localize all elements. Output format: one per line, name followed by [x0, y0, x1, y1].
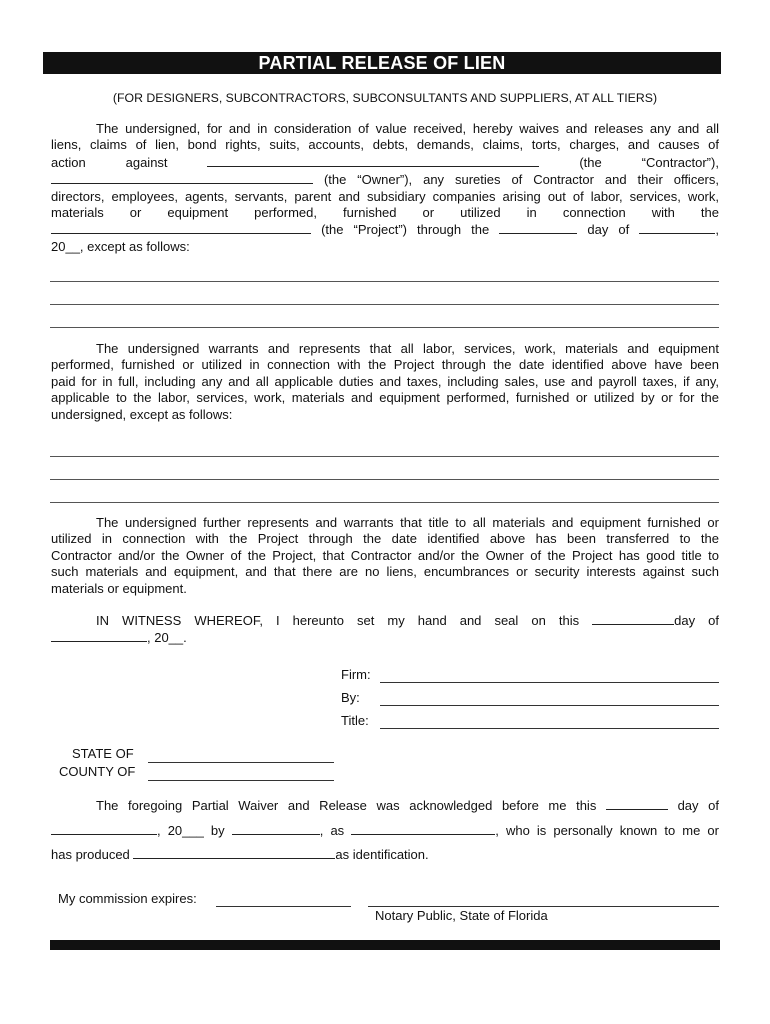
p1-line-2: liens, claims of lien, bond rights, suits, accounts, debts, demands, claims, torts, charges, and causes of: [51, 137, 719, 153]
title-label: Title:: [341, 713, 369, 728]
ack-month-blank[interactable]: [51, 822, 157, 835]
p2-line-4: applicable to the labor, services, work, materials and equipment performed, furnished or utilized by or for the: [51, 390, 719, 406]
county-label: COUNTY OF: [59, 764, 136, 779]
ack-identification: as identification.: [335, 847, 429, 862]
bottom-bar: [50, 940, 720, 950]
p1-contractor: “Contractor”),: [641, 154, 719, 170]
ack-produced: has produced: [51, 847, 130, 862]
by-label: By:: [341, 690, 360, 705]
witness-paragraph: [51, 612, 719, 647]
notary-signature-field[interactable]: [368, 906, 719, 907]
exception-line-3[interactable]: [50, 327, 719, 328]
witness-month-blank[interactable]: [51, 629, 147, 642]
exception-line-6[interactable]: [50, 502, 719, 503]
warranty-paragraph: [51, 341, 719, 423]
ack-person-blank[interactable]: [232, 822, 320, 835]
p1-line-8: 20__, except as follows:: [51, 238, 190, 254]
firm-label: Firm:: [341, 667, 371, 682]
firm-field[interactable]: [380, 682, 719, 683]
exception-line-5[interactable]: [50, 479, 719, 480]
identification-blank[interactable]: [133, 846, 335, 859]
exception-line-1[interactable]: [50, 281, 719, 282]
commission-label: My commission expires:: [58, 891, 197, 906]
p3-line-5: materials or equipment.: [51, 580, 187, 596]
witness-day-blank[interactable]: [592, 612, 674, 625]
p1-the: (the: [579, 154, 602, 170]
p2-line-1: The undersigned warrants and represents that all labor, services, work, materials and equipment: [96, 341, 719, 356]
ack-capacity-blank[interactable]: [351, 822, 495, 835]
exception-line-2[interactable]: [50, 304, 719, 305]
p1-action: action: [51, 154, 86, 170]
ack-year-by: , 20___ by: [157, 822, 225, 838]
ack-day-of: day of: [677, 798, 719, 813]
p2-line-5: undersigned, except as follows:: [51, 406, 233, 422]
title-paragraph: [51, 515, 719, 597]
through-month-blank[interactable]: [639, 221, 715, 234]
notary-label: Notary Public, State of Florida: [375, 908, 548, 923]
ack-known: , who is personally known to me or: [495, 822, 719, 838]
state-field[interactable]: [148, 762, 334, 763]
witness-year: , 20__.: [147, 630, 187, 646]
ack-as: , as: [319, 822, 345, 838]
acknowledgment-paragraph: [51, 794, 719, 868]
title-field[interactable]: [380, 728, 719, 729]
owner-name-blank[interactable]: [51, 171, 313, 184]
p1-comma: ,: [715, 222, 719, 238]
p2-line-2: performed, furnished or utilized in connection with the Project through the date identified above have been: [51, 357, 719, 373]
p1-line-6: materials or equipment performed, furnished or utilized in connection with the: [51, 205, 719, 221]
p1-project: (the “Project”) through the: [321, 222, 490, 238]
county-field[interactable]: [148, 780, 334, 781]
ack-day-blank[interactable]: [606, 797, 668, 810]
p1-line-1: The undersigned, for and in consideration of value received, hereby waives and releases any and all: [96, 121, 719, 136]
p1-against: against: [125, 154, 168, 170]
p3-line-1: The undersigned further represents and warrants that title to all materials and equipment furnished or: [96, 515, 719, 530]
p1-line-5: directors, employees, agents, servants, parent and subsidiary companies arising out of labor, services, work,: [51, 188, 719, 204]
p1-line-4: (the “Owner”), any sureties of Contractor and their officers,: [323, 172, 719, 188]
state-label: STATE OF: [72, 746, 134, 761]
project-name-blank[interactable]: [51, 221, 311, 234]
p3-line-4: such materials and equipment, and that there are no liens, encumbrances or security interests against such: [51, 564, 719, 580]
by-field[interactable]: [380, 705, 719, 706]
document-subtitle: (FOR DESIGNERS, SUBCONTRACTORS, SUBCONSULTANTS AND SUPPLIERS, AT ALL TIERS): [112, 91, 658, 105]
contractor-name-blank[interactable]: [207, 154, 539, 167]
exception-line-4[interactable]: [50, 456, 719, 457]
p3-line-2: utilized in connection with the Project through the date identified above has been transferred to the: [51, 531, 719, 547]
release-paragraph: [51, 121, 719, 255]
witness-text: IN WITNESS WHEREOF, I hereunto set my hand and seal on this: [96, 613, 580, 628]
p2-line-3: paid for in full, including any and all applicable duties and taxes, including sales, use and payroll taxes, if any,: [51, 373, 719, 389]
through-day-blank[interactable]: [499, 221, 577, 234]
witness-day-of: day of: [674, 613, 719, 628]
p1-day-of: day of: [587, 222, 630, 238]
ack-text: The foregoing Partial Waiver and Release was acknowledged before me this: [96, 798, 597, 813]
document-title: PARTIAL RELEASE OF LIEN: [43, 52, 721, 74]
commission-field[interactable]: [216, 906, 351, 907]
p3-line-3: Contractor and/or the Owner of the Project, that Contractor and/or the Owner of the Project has good title to: [51, 547, 719, 563]
